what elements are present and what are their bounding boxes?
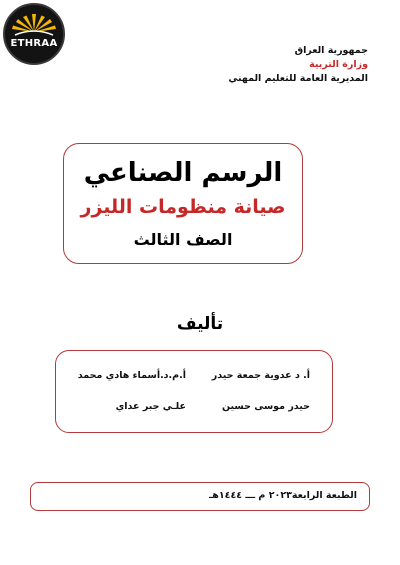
ministry-name: وزارة التربية xyxy=(309,59,368,70)
author-name: أ.م.د.أسماء هادي محمد xyxy=(77,370,186,381)
edition-text: الطبعة الرابعة٢٠٢٣ م ـــ ١٤٤٤هـ xyxy=(209,490,357,501)
ministry-header xyxy=(228,44,368,86)
author-name: أ. د عدوية جمعة حيدر xyxy=(211,370,310,381)
book-title: الرسم الصناعي xyxy=(83,158,283,188)
ethraa-logo xyxy=(3,3,65,65)
author-name: حيدر موسى حسين xyxy=(221,401,310,412)
sunburst-icon xyxy=(5,5,63,63)
authors-box xyxy=(55,350,333,433)
edition-box xyxy=(30,482,370,511)
logo-text: ETHRAA xyxy=(10,38,58,49)
directorate-name: المديرية العامة للتعليم المهني xyxy=(228,73,368,84)
authorship-heading: تأليف xyxy=(176,314,224,334)
author-name: علـي جبر عداي xyxy=(115,401,186,412)
book-subject: صيانة منظومات الليزر xyxy=(80,196,286,218)
country-name: جمهورية العراق xyxy=(294,45,368,56)
grade-label: الصف الثالث xyxy=(133,230,233,249)
title-box xyxy=(63,143,303,264)
